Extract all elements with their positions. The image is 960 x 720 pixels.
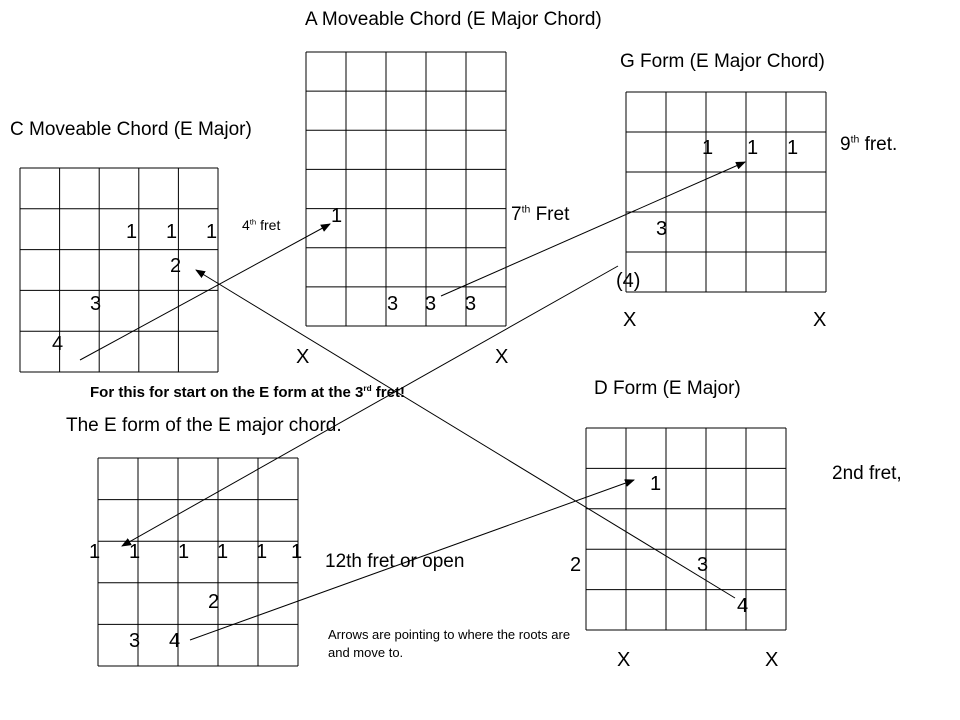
g-finger: (4) [616, 270, 641, 292]
e-finger: 1 [217, 541, 229, 563]
fourth-fret-label: 4th fret [242, 217, 281, 233]
a-muted-string: X [495, 346, 509, 368]
seventh-fret-label: 7th Fret [511, 204, 570, 225]
e-form-grid [98, 458, 298, 666]
e-finger: 1 [89, 541, 101, 563]
e-finger: 2 [208, 591, 220, 613]
a-finger: 1 [331, 205, 343, 227]
c-finger: 1 [206, 221, 218, 243]
d-finger: 2 [570, 554, 582, 576]
d-muted-string: X [765, 649, 779, 671]
e-form-title: The E form of the E major chord. [66, 415, 342, 436]
d-finger: 3 [697, 554, 709, 576]
instruction-text: For this for start on the E form at the 3rd fret! [90, 384, 405, 401]
arrow-g-to-e [122, 266, 618, 546]
a-finger: 3 [425, 293, 437, 315]
g-muted-string: X [813, 309, 827, 331]
c-finger: 2 [170, 255, 182, 277]
twelfth-fret-label: 12th fret or open [325, 551, 465, 572]
g-finger: 1 [747, 137, 759, 159]
c-finger: 1 [166, 221, 178, 243]
d-finger: 1 [650, 473, 662, 495]
e-finger: 1 [291, 541, 303, 563]
d-muted-string: X [617, 649, 631, 671]
a-finger: 3 [387, 293, 399, 315]
arrow-c-to-a [80, 221, 330, 360]
d-form-grid [586, 428, 786, 630]
g-muted-string: X [623, 309, 637, 331]
e-finger: 1 [129, 541, 141, 563]
c-finger: 1 [126, 221, 138, 243]
c-form-grid [20, 168, 218, 372]
arrow-a-to-g [441, 162, 745, 296]
second-fret-label: 2nd fret, [832, 463, 902, 484]
d-form-title: D Form (E Major) [594, 378, 741, 399]
d-finger: 4 [737, 595, 749, 617]
c-finger: 3 [90, 293, 102, 315]
g-finger: 3 [656, 218, 668, 240]
g-finger: 1 [787, 137, 799, 159]
g-form-grid [626, 92, 826, 292]
e-finger: 1 [178, 541, 190, 563]
a-form-title: A Moveable Chord (E Major Chord) [305, 9, 602, 30]
g-form-title: G Form (E Major Chord) [620, 51, 825, 72]
ninth-fret-label: 9th fret. [840, 134, 898, 155]
c-finger: 4 [52, 333, 64, 355]
e-finger: 3 [129, 630, 141, 652]
e-finger: 1 [256, 541, 268, 563]
e-finger: 4 [169, 630, 181, 652]
arrows-note: Arrows are pointing to where the roots are and move to. [328, 627, 571, 660]
g-finger: 1 [702, 137, 714, 159]
a-muted-string: X [296, 346, 310, 368]
a-form-grid [306, 52, 506, 326]
c-form-title: C Moveable Chord (E Major) [10, 119, 252, 140]
a-finger: 3 [465, 293, 477, 315]
